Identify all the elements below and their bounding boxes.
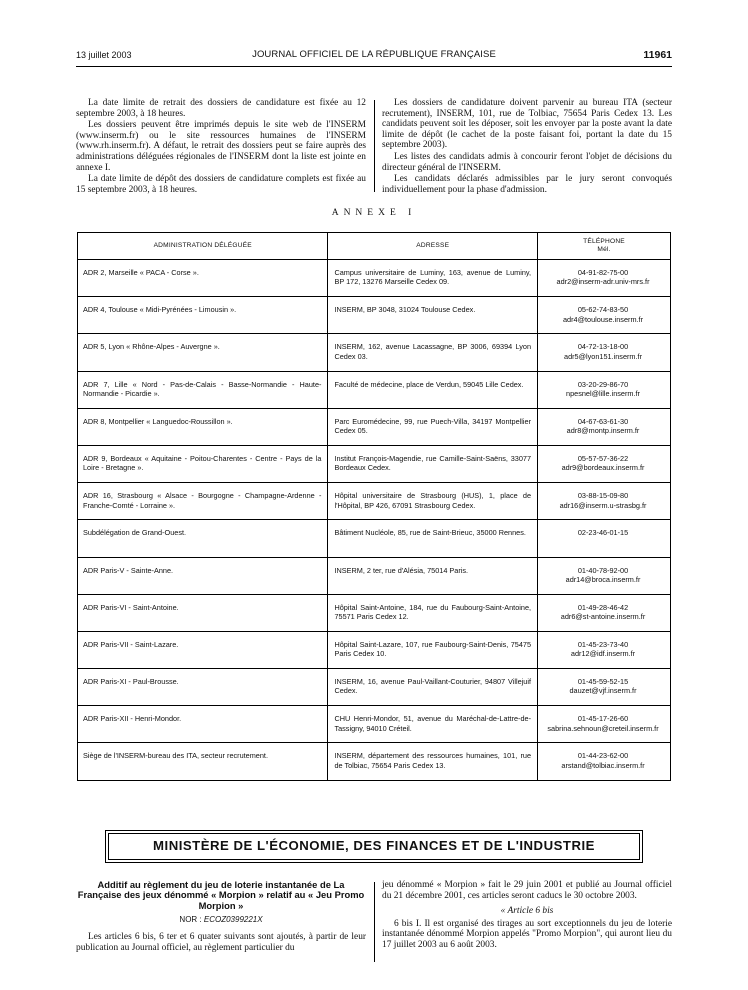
decree-paragraph: Les articles 6 bis, 6 ter et 6 quater suivants sont ajoutés, à partir de leur publication au Journal officiel, au règlement particulier du bbox=[76, 932, 366, 953]
phone-number: 01-49-28-46-42 bbox=[577, 602, 629, 612]
address-cell: INSERM, BP 3048, 31024 Toulouse Cedex. bbox=[328, 297, 538, 334]
table-row bbox=[78, 297, 671, 334]
email-address: npesnel@lille.inserm.fr bbox=[566, 388, 640, 398]
phone-number: 05-57-57-36-22 bbox=[577, 453, 629, 463]
admin-cell: ADR Paris-XI - Paul-Brousse. bbox=[78, 669, 328, 706]
nor-value: ECOZ0399221X bbox=[203, 915, 263, 925]
table-row bbox=[78, 371, 671, 408]
decree-paragraph: jeu dénommé « Morpion » fait le 29 juin 2001 et publié au Journal officiel du 21 décembre 2001, ces articles seront caducs le 30 octobre 2003. bbox=[382, 880, 672, 901]
address-cell: Parc Euromédecine, 99, rue Puech-Villa, 34197 Montpellier Cedex 05. bbox=[328, 408, 538, 445]
table-row bbox=[78, 445, 671, 482]
admin-cell: ADR 16, Strasbourg « Alsace - Bourgogne - Champagne-Ardenne - Franche-Comté - Lorraine ». bbox=[78, 483, 328, 520]
phone-number: 01-45-17-26-60 bbox=[577, 714, 629, 724]
table-row bbox=[78, 334, 671, 371]
column-divider bbox=[374, 882, 375, 962]
intro-paragraph: Les dossiers peuvent être imprimés depuis le site web de l'INSERM (www.inserm.fr) ou le site ressources humaines de l'INSERM (www.rh.inserm.fr). A défaut, le retrait des dossiers peut se faire auprès des administrations déléguées régionales de l'INSERM dont la liste est jointe en annexe I. bbox=[76, 120, 366, 173]
intro-right-column bbox=[382, 98, 672, 196]
column-header-address: ADRESSE bbox=[328, 233, 538, 260]
email-address: adr5@lyon151.inserm.fr bbox=[564, 351, 642, 361]
admin-cell: ADR 9, Bordeaux « Aquitaine - Poitou-Charentes - Centre - Pays de la Loire - Bretagne ». bbox=[78, 445, 328, 482]
contact-cell bbox=[538, 706, 671, 743]
contact-cell bbox=[538, 669, 671, 706]
address-cell: Hôpital Saint-Lazare, 107, rue Faubourg-Saint-Denis, 75475 Paris Cedex 10. bbox=[328, 631, 538, 668]
contact-cell bbox=[538, 297, 671, 334]
intro-section bbox=[76, 98, 672, 196]
phone-number: 01-44-23-62-00 bbox=[577, 751, 629, 761]
admin-cell: Subdélégation de Grand-Ouest. bbox=[78, 520, 328, 557]
email-address: dauzet@vjf.inserm.fr bbox=[569, 686, 637, 696]
address-cell: Hôpital Saint-Antoine, 184, rue du Faubourg-Saint-Antoine, 75571 Paris Cedex 12. bbox=[328, 594, 538, 631]
column-header-admin: ADMINISTRATION DÉLÉGUÉE bbox=[78, 233, 328, 260]
admin-cell: ADR 4, Toulouse « Midi-Pyrénées - Limousin ». bbox=[78, 297, 328, 334]
contact-cell bbox=[538, 445, 671, 482]
table-row bbox=[78, 743, 671, 780]
table-row bbox=[78, 706, 671, 743]
article-paragraph: 6 bis I. Il est organisé des tirages au sort exceptionnels du jeu de loterie instantanée dénommé Morpion appelés "Promo Morpion", qui auront lieu du 17 juillet 2003 au 6 août 2003. bbox=[382, 918, 672, 950]
decree-section bbox=[76, 880, 672, 970]
decree-title: Additif au règlement du jeu de loterie instantanée de La Française des jeux dénommé « Morpion » relatif au « Jeu Promo Morpion » bbox=[77, 879, 365, 911]
phone-number: 03-88-15-09-80 bbox=[577, 491, 629, 501]
table-row bbox=[78, 483, 671, 520]
admin-cell: ADR Paris-VII - Saint-Lazare. bbox=[78, 631, 328, 668]
table-row bbox=[78, 520, 671, 557]
phone-number: 01-40-78-92-00 bbox=[577, 565, 629, 575]
header-date: 13 juillet 2003 bbox=[76, 50, 132, 60]
decree-right-column bbox=[382, 880, 672, 952]
email-address: adr6@st-antoine.inserm.fr bbox=[560, 612, 646, 622]
phone-number: 01-45-59-52-15 bbox=[577, 677, 629, 687]
admin-cell: ADR Paris-VI - Saint-Antoine. bbox=[78, 594, 328, 631]
table-row bbox=[78, 669, 671, 706]
ministry-heading: MINISTÈRE DE L'ÉCONOMIE, DES FINANCES ET DE L'INDUSTRIE bbox=[108, 833, 640, 860]
table-row bbox=[78, 408, 671, 445]
admin-cell: ADR Paris-V - Sainte-Anne. bbox=[78, 557, 328, 594]
contact-cell bbox=[538, 743, 671, 780]
address-cell: INSERM, 162, avenue Lacassagne, BP 3006, 69394 Lyon Cedex 03. bbox=[328, 334, 538, 371]
contact-cell bbox=[538, 520, 671, 557]
nor-reference bbox=[76, 915, 366, 924]
address-cell: INSERM, département des ressources humaines, 101, rue de Tolbiac, 75654 Paris Cedex 13. bbox=[328, 743, 538, 780]
contact-cell bbox=[538, 594, 671, 631]
admin-cell: ADR Paris-XII - Henri-Mondor. bbox=[78, 706, 328, 743]
contact-cell bbox=[538, 260, 671, 297]
admin-cell: ADR 8, Montpellier « Languedoc-Roussillon ». bbox=[78, 408, 328, 445]
column-header-phone bbox=[538, 233, 671, 260]
email-address: adr16@inserm.u-strasbg.fr bbox=[559, 500, 647, 510]
table-row bbox=[78, 631, 671, 668]
address-cell: Faculté de médecine, place de Verdun, 59045 Lille Cedex. bbox=[328, 371, 538, 408]
phone-number: 01-45-23-73-40 bbox=[577, 639, 629, 649]
address-cell: INSERM, 16, avenue Paul-Vaillant-Couturier, 94807 Villejuif Cedex. bbox=[328, 669, 538, 706]
header-rule bbox=[76, 66, 672, 67]
address-cell: Hôpital universitaire de Strasbourg (HUS), 1, place de l'Hôpital, BP 426, 67091 Strasbourg Cedex. bbox=[328, 483, 538, 520]
intro-paragraph: Les listes des candidats admis à concourir feront l'objet de décisions du directeur général de l'INSERM. bbox=[382, 151, 672, 173]
phone-header-label: TÉLÉPHONE bbox=[583, 238, 625, 245]
phone-number: 05-62-74-83-50 bbox=[577, 305, 629, 315]
annex-title: ANNEXE I bbox=[331, 208, 417, 218]
contact-cell bbox=[538, 557, 671, 594]
email-address: adr12@idf.inserm.fr bbox=[570, 649, 636, 659]
annex-table bbox=[77, 232, 671, 781]
admin-cell: ADR 2, Marseille « PACA - Corse ». bbox=[78, 260, 328, 297]
page-number: 11961 bbox=[643, 49, 672, 61]
address-cell: Campus universitaire de Luminy, 163, avenue de Luminy, BP 172, 13276 Marseille Cedex 09. bbox=[328, 260, 538, 297]
column-divider bbox=[374, 100, 375, 192]
admin-cell: ADR 5, Lyon « Rhône-Alpes - Auvergne ». bbox=[78, 334, 328, 371]
article-heading: « Article 6 bis bbox=[500, 906, 554, 917]
admin-cell: Siège de l'INSERM-bureau des ITA, secteur recrutement. bbox=[78, 743, 328, 780]
intro-paragraph: Les dossiers de candidature doivent parvenir au bureau ITA (secteur recrutement), INSERM, 101, rue de Tolbiac, 75654 Paris Cedex 13. Les candidats peuvent soit les déposer, soit les envoyer par la poste avant la date limite de dépôt (le cachet de la poste faisant foi, portant la date du 15 septembre 2003). bbox=[382, 98, 672, 151]
email-address: adr14@broca.inserm.fr bbox=[565, 574, 641, 584]
decree-left-column bbox=[76, 880, 366, 953]
table-row bbox=[78, 557, 671, 594]
phone-number: 04-67-63-61-30 bbox=[577, 416, 629, 426]
email-address: adr9@bordeaux.inserm.fr bbox=[561, 463, 645, 473]
header-title: JOURNAL OFFICIEL DE LA RÉPUBLIQUE FRANÇAISE bbox=[252, 49, 496, 60]
table-header-row bbox=[78, 233, 671, 260]
address-cell: INSERM, 2 ter, rue d'Alésia, 75014 Paris. bbox=[328, 557, 538, 594]
email-address: adr2@inserm-adr.univ-mrs.fr bbox=[556, 277, 650, 287]
email-address: arstand@tolbiac.inserm.fr bbox=[561, 760, 645, 770]
admin-cell: ADR 7, Lille « Nord - Pas-de-Calais - Basse-Normandie - Haute-Normandie - Picardie ». bbox=[78, 371, 328, 408]
mail-header-label: Mél. bbox=[597, 246, 611, 253]
contact-cell bbox=[538, 371, 671, 408]
phone-number: 03-20-29-86-70 bbox=[577, 379, 629, 389]
contact-cell bbox=[538, 334, 671, 371]
page-header bbox=[76, 50, 672, 66]
email-address: sabrina.sehnoun@creteil.inserm.fr bbox=[547, 723, 659, 733]
table-row bbox=[78, 260, 671, 297]
address-cell: Bâtiment Nucléole, 85, rue de Saint-Brieuc, 35000 Rennes. bbox=[328, 520, 538, 557]
intro-paragraph: Les candidats déclarés admissibles par le jury seront convoqués individuellement pour la phase d'admission. bbox=[382, 174, 672, 195]
intro-left-column bbox=[76, 98, 366, 196]
phone-number: 02-23-46-01-15 bbox=[577, 528, 629, 538]
table-row bbox=[78, 594, 671, 631]
email-address: adr8@montp.inserm.fr bbox=[566, 426, 640, 436]
intro-paragraph: La date limite de dépôt des dossiers de candidature complets est fixée au 15 septembre 2003, à 18 heures. bbox=[76, 174, 366, 195]
intro-paragraph: La date limite de retrait des dossiers de candidature est fixée au 12 septembre 2003, à 18 heures. bbox=[76, 98, 366, 119]
nor-label: NOR : bbox=[179, 915, 204, 925]
phone-number: 04-91-82-75-00 bbox=[577, 268, 629, 277]
contact-cell bbox=[538, 483, 671, 520]
contact-cell bbox=[538, 408, 671, 445]
address-cell: CHU Henri-Mondor, 51, avenue du Maréchal-de-Lattre-de-Tassigny, 94010 Créteil. bbox=[328, 706, 538, 743]
phone-number: 04-72-13-18-00 bbox=[577, 342, 629, 352]
annex-table-body bbox=[78, 260, 671, 781]
contact-cell bbox=[538, 631, 671, 668]
address-cell: Institut François-Magendie, rue Camille-Saint-Saëns, 33077 Bordeaux Cedex. bbox=[328, 445, 538, 482]
email-address: adr4@toulouse.inserm.fr bbox=[563, 314, 644, 324]
